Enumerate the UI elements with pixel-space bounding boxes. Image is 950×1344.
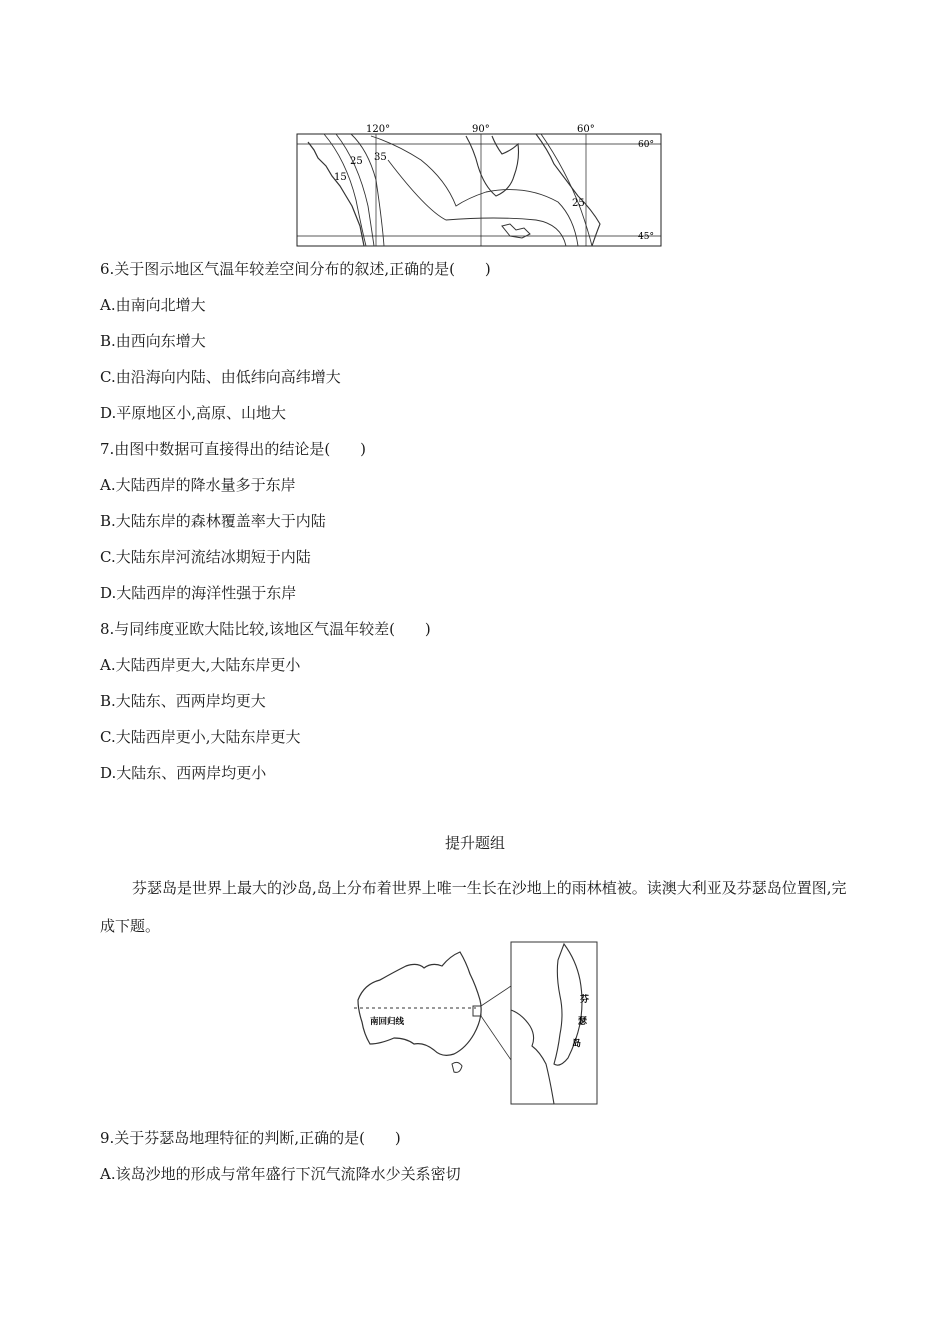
section-title: 提升题组 xyxy=(444,834,505,852)
isoline-label-25-east: 25 xyxy=(572,198,585,209)
question-6-option-d: D.平原地区小,高原、山地大 xyxy=(100,404,287,422)
map-frame xyxy=(297,134,661,246)
island-label-1: 芬 xyxy=(580,995,590,1005)
question-7-option-a: A.大陆西岸的降水量多于东岸 xyxy=(100,476,296,494)
lon-label-90: 90° xyxy=(472,124,490,135)
isoline-inner xyxy=(388,160,566,246)
question-8-option-c: C.大陆西岸更小,大陆东岸更大 xyxy=(100,728,301,746)
locator-line-top xyxy=(481,986,511,1006)
question-6-option-b: B.由西向东增大 xyxy=(100,332,206,350)
isoline-35 xyxy=(371,136,578,246)
isoline-map-figure xyxy=(296,120,662,248)
question-7-option-d: D.大陆西岸的海洋性强于东岸 xyxy=(100,584,297,602)
question-6-option-c: C.由沿海向内陆、由低纬向高纬增大 xyxy=(100,368,341,386)
question-7-stem: 7.由图中数据可直接得出的结论是( ) xyxy=(100,440,367,458)
island-label-3: 岛 xyxy=(572,1039,582,1049)
hudson-bay xyxy=(466,136,519,196)
east-coastline xyxy=(536,134,600,246)
lon-label-60: 60° xyxy=(577,124,595,135)
question-6-option-a: A.由南向北增大 xyxy=(100,296,206,314)
lon-label-120: 120° xyxy=(366,124,391,135)
question-6-stem: 6.关于图示地区气温年较差空间分布的叙述,正确的是( ) xyxy=(100,260,491,278)
question-8-stem: 8.与同纬度亚欧大陆比较,该地区气温年较差( ) xyxy=(100,620,431,638)
tropic-label: 南回归线 xyxy=(370,1017,405,1027)
question-8-option-d: D.大陆东、西两岸均更小 xyxy=(100,764,267,782)
locator-line-bottom xyxy=(481,1016,511,1060)
isoline-west-a xyxy=(324,134,366,246)
isoline-west-c xyxy=(351,134,384,246)
isoline-25-east xyxy=(541,134,592,246)
question-7-option-b: B.大陆东岸的森林覆盖率大于内陆 xyxy=(100,512,326,530)
isoline-label-25-west: 25 xyxy=(350,156,363,167)
inset-mainland-coast xyxy=(511,1010,554,1104)
isoline-west-b xyxy=(336,134,374,246)
tasmania-outline xyxy=(452,1062,462,1072)
island-label-2: 瑟 xyxy=(578,1017,588,1027)
question-9-stem: 9.关于芬瑟岛地理特征的判断,正确的是( ) xyxy=(100,1129,401,1147)
lat-label-45: 45° xyxy=(638,232,654,242)
question-9-option-a: A.该岛沙地的形成与常年盛行下沉气流降水少关系密切 xyxy=(100,1165,461,1183)
isoline-label-15: 15 xyxy=(334,172,347,183)
australia-outline xyxy=(358,952,481,1055)
lat-label-60: 60° xyxy=(638,140,654,150)
question-8-option-a: A.大陆西岸更大,大陆东岸更小 xyxy=(100,656,301,674)
question-7-option-c: C.大陆东岸河流结冰期短于内陆 xyxy=(100,548,311,566)
intro-paragraph: 芬瑟岛是世界上最大的沙岛,岛上分布着世界上唯一生长在沙地上的雨林植被。读澳大利亚及芬瑟岛位置图,完成下题。 xyxy=(100,879,847,935)
question-8-option-b: B.大陆东、西两岸均更大 xyxy=(100,692,266,710)
australia-fraser-island-figure xyxy=(350,940,600,1106)
isoline-label-35: 35 xyxy=(374,152,387,163)
